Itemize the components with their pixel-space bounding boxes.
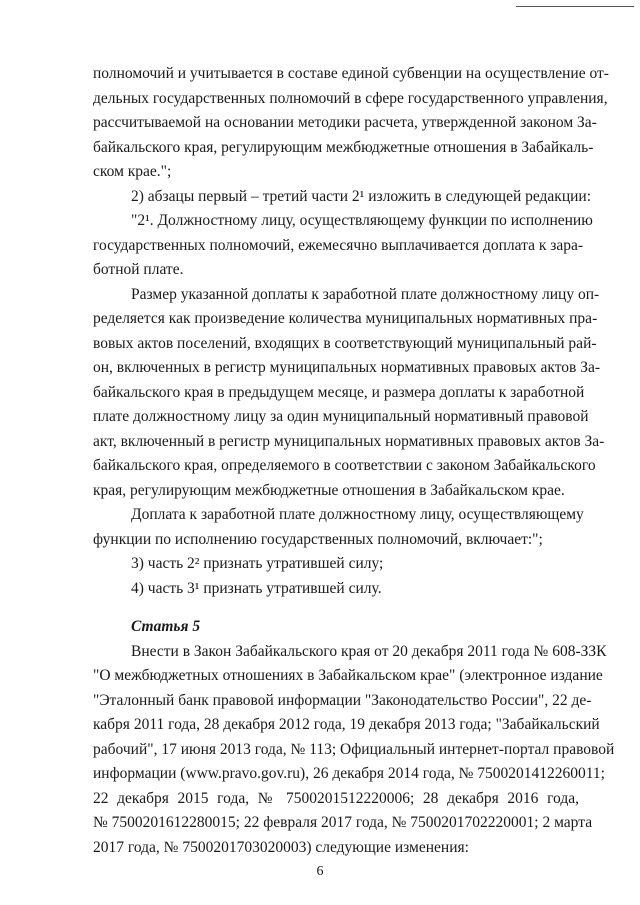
- text-line: байкальского края, определяемого в соответствии с законом Забайкальского: [93, 457, 596, 474]
- text-line: 2017 года, № 7500201703020003) следующие изменения:: [93, 839, 469, 856]
- text-line: "2¹. Должностному лицу, осуществляющему функции по исполнению: [131, 212, 593, 229]
- text-line: 22 декабря 2015 года, № 7500201512220006; 28 декабря 2016 года,: [93, 790, 579, 807]
- text-line: байкальского края, регулирующим межбюджетные отношения в Забайкаль-: [93, 139, 594, 156]
- text-line: "Эталонный банк правовой информации "Законодательство России", 22 де-: [93, 692, 592, 709]
- text-line: края, регулирующим межбюджетные отношения в Забайкальском крае.: [93, 482, 565, 499]
- text-line: байкальского края в предыдущем месяце, и размера доплаты к заработной: [93, 384, 585, 401]
- page-number: 6: [316, 864, 324, 879]
- text-line: ботной плате.: [93, 261, 184, 278]
- text-line: функции по исполнению государственных полномочий, включает:";: [93, 531, 543, 548]
- text-line: рабочий", 17 июня 2013 года, № 113; Официальный интернет-портал правовой: [93, 741, 615, 758]
- text-line: он, включенных в регистр муниципальных нормативных правовых актов За-: [93, 359, 601, 376]
- text-line: 2) абзацы первый – третий части 2¹ изложить в следующей редакции:: [131, 188, 592, 205]
- text-line: 3) часть 2² признать утратившей силу;: [131, 555, 384, 572]
- text-line: плате должностному лицу за один муниципальный нормативный правовой: [93, 408, 589, 425]
- text-line: информации (www.pravo.gov.ru), 26 декабря 2014 года, № 7500201412260011;: [93, 765, 605, 782]
- text-line: вовых актов поселений, входящих в соответствующий муниципальный рай-: [93, 335, 597, 352]
- article-heading: Статья 5: [131, 618, 201, 635]
- text-line: "О межбюджетных отношениях в Забайкальском крае" (электронное издание: [93, 667, 603, 684]
- text-line: государственных полномочий, ежемесячно выплачивается доплата к зара-: [93, 237, 584, 254]
- text-line: дельных государственных полномочий в сфере государственного управления,: [93, 90, 608, 107]
- text-line: ределяется как произведение количества муниципальных нормативных пра-: [93, 310, 598, 327]
- text-line: ском крае.";: [93, 163, 172, 180]
- text-line: кабря 2011 года, 28 декабря 2012 года, 19 декабря 2013 года; "Забайкальский: [93, 716, 600, 733]
- text-line: рассчитываемой на основании методики расчета, утвержденной законом За-: [93, 114, 597, 131]
- text-line: акт, включенный в регистр муниципальных нормативных правовых актов За-: [93, 433, 605, 450]
- text-line: № 7500201612280015; 22 февраля 2017 года, № 7500201702220001; 2 марта: [93, 814, 593, 831]
- text-line: 4) часть 3¹ признать утратившей силу.: [131, 580, 382, 597]
- text-line: Внести в Закон Забайкальского края от 20 декабря 2011 года № 608-ЗЗК: [131, 643, 607, 660]
- text-line: полномочий и учитывается в составе единой субвенции на осуществление от-: [93, 65, 609, 82]
- text-line: Доплата к заработной плате должностному лицу, осуществляющему: [131, 506, 584, 523]
- text-line: Размер указанной доплаты к заработной плате должностному лицу оп-: [131, 286, 600, 303]
